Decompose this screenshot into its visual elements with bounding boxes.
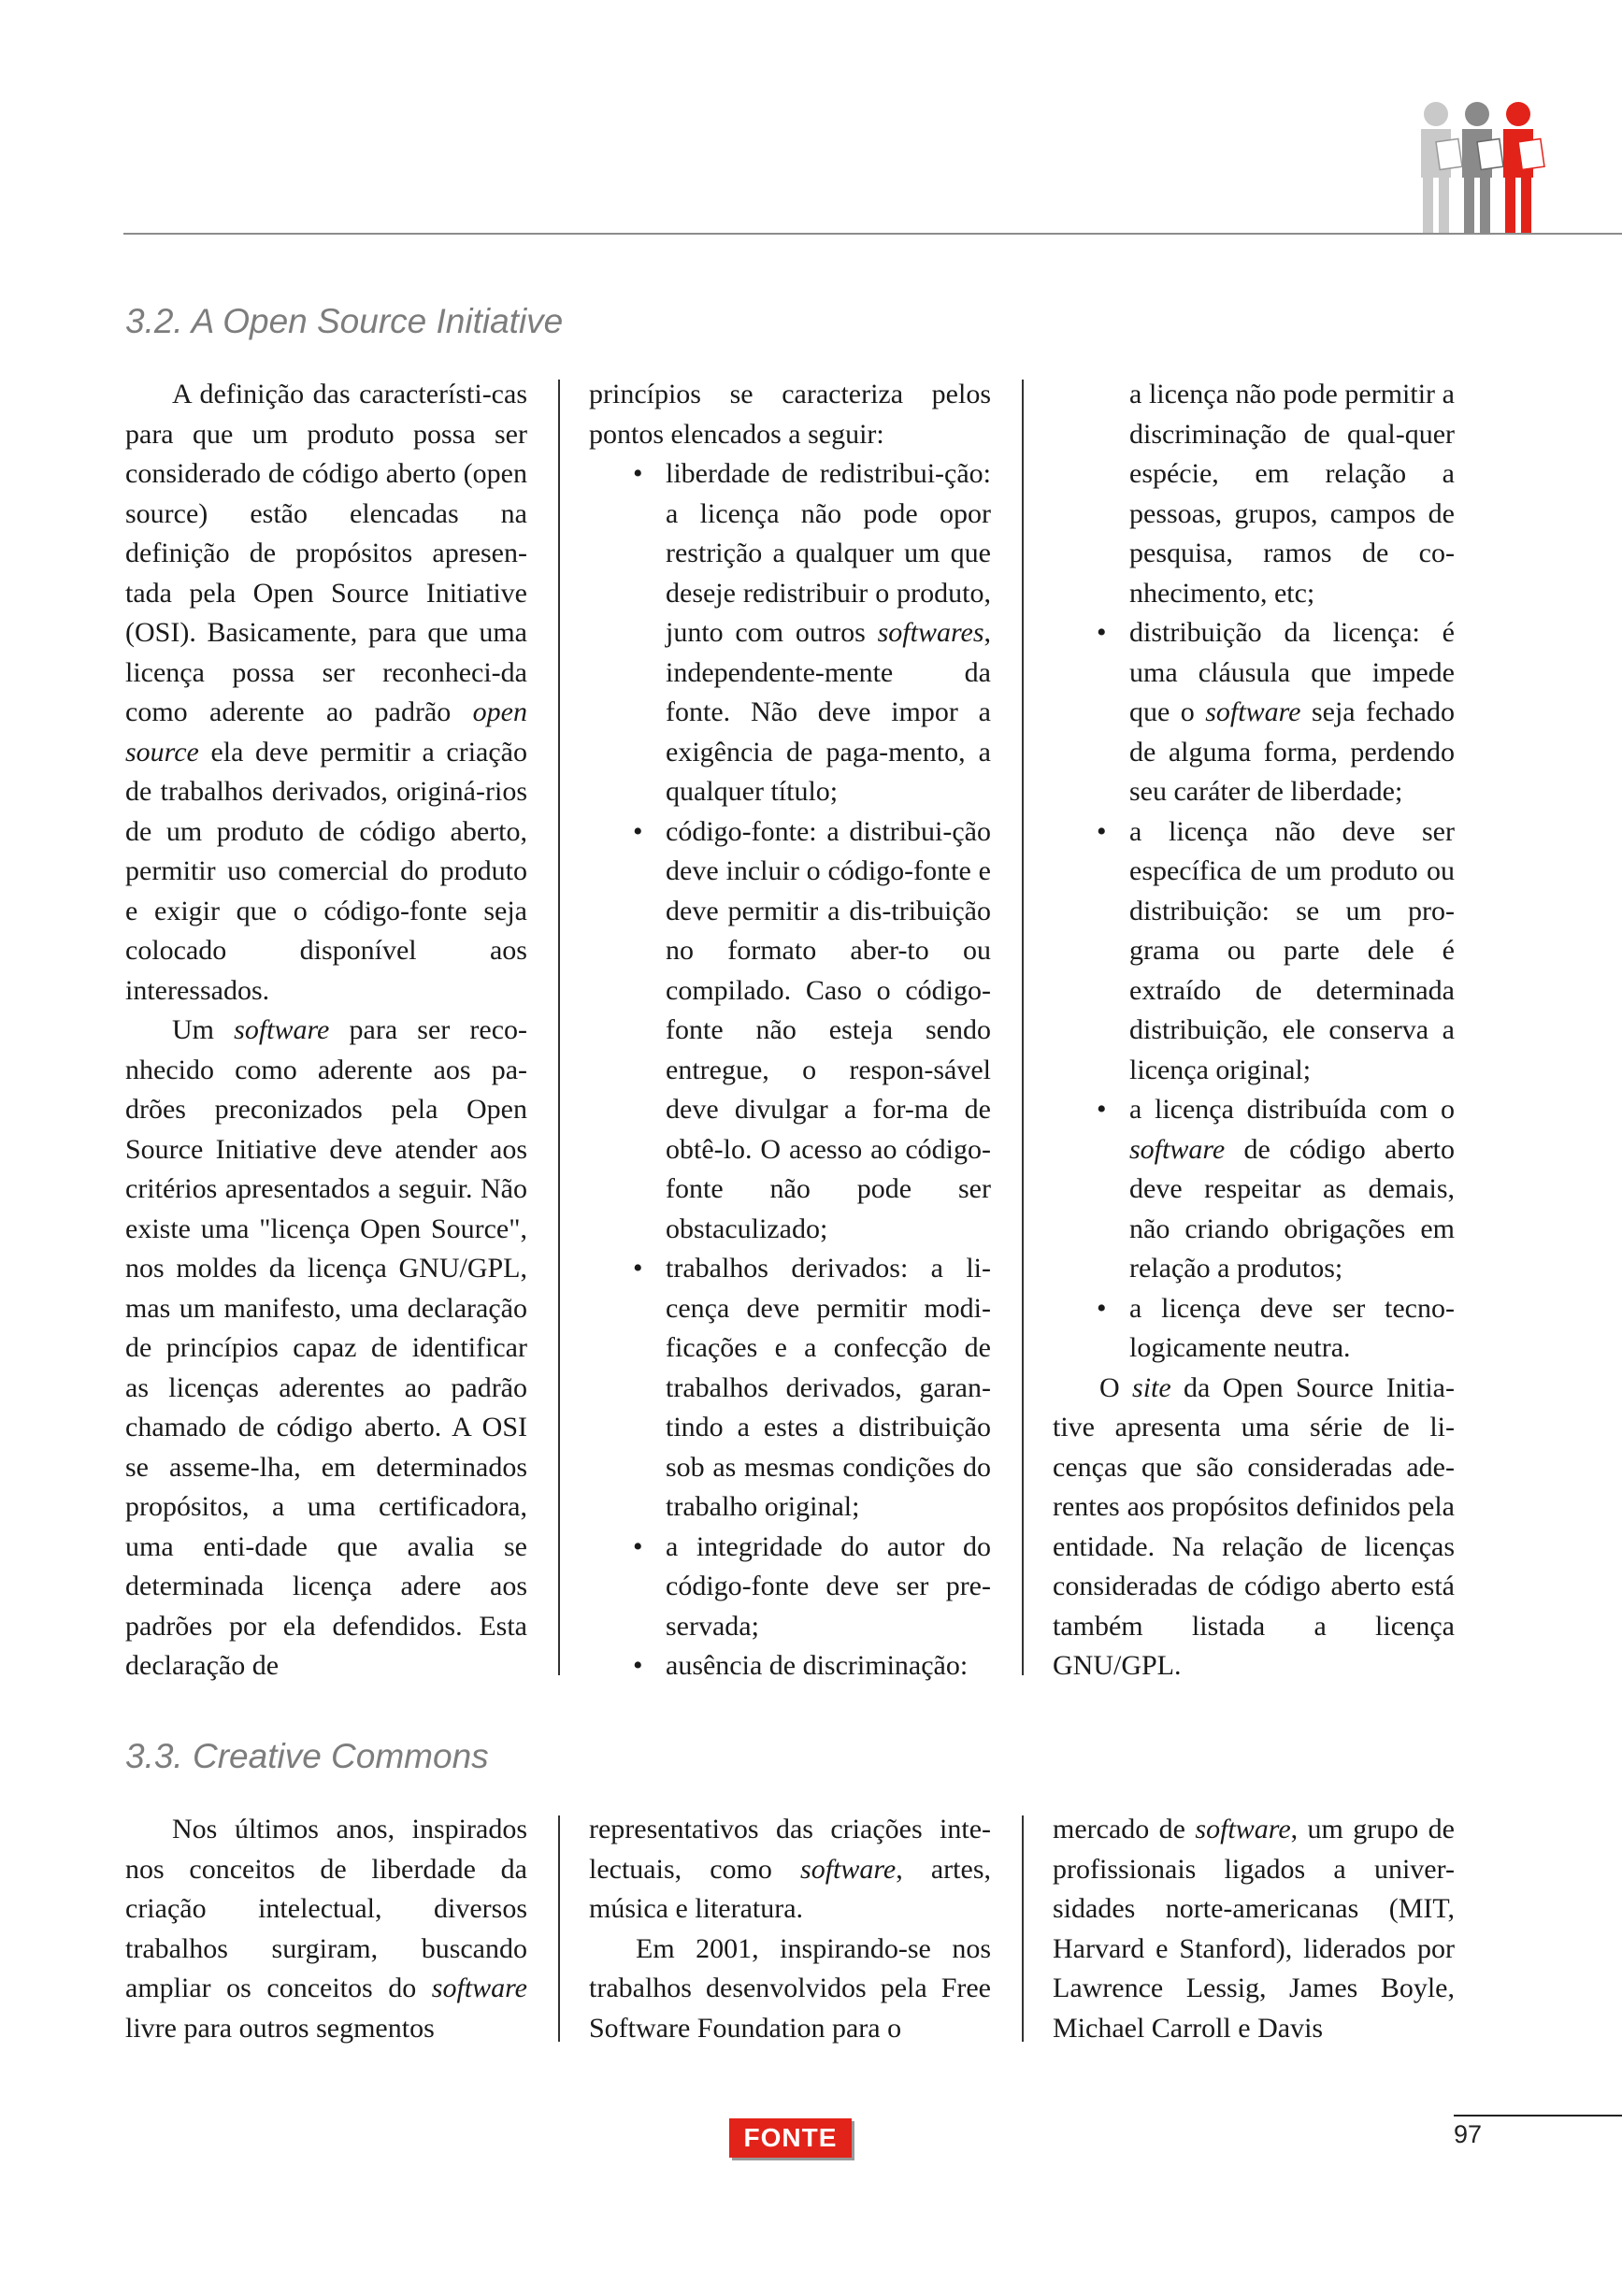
osi-list-intro: princípios se caracteriza pelos pontos elencados a seguir:	[589, 379, 991, 450]
list-item-continuation: a licença não pode permitir a discriminação de qual-quer espécie, em relação a pessoas, grupos, campos de pesquisa, ramos de co-nhecimento, etc;	[1129, 379, 1455, 609]
cc-column-2	[589, 1810, 991, 2048]
cc-paragraph-1	[125, 1810, 527, 2048]
column-divider	[558, 1815, 560, 2042]
text-run: , artes, música e literatura.	[589, 1853, 991, 1924]
text-run: Nos últimos anos, inspirados nos conceitos de liberdade da criação intelectual, diversos trabalhos surgiram, buscando ampliar os conceitos do	[125, 1814, 527, 2003]
list-item	[1053, 1090, 1455, 1289]
osi-column-2	[589, 375, 991, 1686]
italic-term: software	[234, 1014, 330, 1045]
italic-term: software	[1195, 1814, 1291, 1844]
text-run: representativos das criações inte-lectuais, como	[589, 1814, 991, 1885]
list-item	[589, 454, 991, 812]
osi-column-3	[1053, 375, 1455, 1686]
italic-term: open source	[125, 696, 527, 768]
page-number: 97	[1454, 2120, 1483, 2148]
cc-paragraph-2: Em 2001, inspirando-se nos trabalhos desenvolvidos pela Free Software Foundation para o	[589, 1932, 991, 2044]
text-run: , independente-mente da fonte. Não deve impor a exigência de paga-mento, a qualquer título;	[666, 617, 991, 807]
text-run: distribuição da licença: é uma cláusula que impede que o	[1129, 617, 1455, 727]
italic-term: softwares	[877, 617, 984, 648]
list-item: • a integridade do autor do código-fonte deve ser pre-servada;	[589, 1528, 991, 1647]
text-run: ela deve permitir a criação de trabalhos derivados, originá-rios de um produto de código aberto, permitir uso comercial do produto e exigir que o código-fonte seja colocado disponível aos interessados.	[125, 736, 527, 1006]
osi-criteria-list	[589, 454, 991, 1686]
osi-paragraph-2	[125, 1011, 527, 1686]
list-item: • a licença deve ser tecno-logicamente neutra.	[1053, 1289, 1455, 1369]
cc-column-1	[125, 1810, 527, 2048]
text-run: a licença distribuída com o	[1129, 1094, 1455, 1125]
osi-column-1	[125, 375, 527, 1686]
text-run: mercado de	[1053, 1814, 1196, 1844]
italic-term: site	[1132, 1371, 1171, 1403]
text-run: , um grupo de profissionais ligados a univer-sidades norte-americanas (MIT, Harvard e Stanford), liderados por Lawrence Lessig, James Boyle, Michael Carroll e Davis	[1053, 1814, 1455, 2044]
cc-paragraph-1-continued	[589, 1810, 991, 1930]
section-title-osi: 3.2. A Open Source Initiative	[125, 302, 564, 340]
text-run: para ser reco-nhecido como aderente aos pa-drões preconizados pela Open Source Initiative deve atender aos critérios apresentados a seguir. Não existe uma "licença Open Source", nos moldes da licença GNU/GPL, mas um manifesto, uma declaração de princípios capaz de identificar as licenças aderentes ao padrão chamado de código aberto. A OSI se asseme-lha, em determinados propósitos, a uma certificadora, uma enti-dade que avalia se determinada licença adere aos padrões por ela defendidos. Esta declaração de	[125, 1014, 527, 1681]
italic-term: software	[800, 1853, 897, 1885]
text-run: da Open Source Initia-tive apresenta uma série de li-cenças que são consideradas ade-rentes aos propósitos definidos pela entidade. Na relação de licenças consideradas de código aberto está também listada a licença GNU/GPL.	[1053, 1371, 1455, 1681]
list-item: • trabalhos derivados: a li-cença deve permitir modi-ficações e a confecção de trabalhos derivados, garan-tindo a estes a distribuição sob as mesmas condições do trabalho original;	[589, 1249, 991, 1528]
list-item: • a licença não deve ser específica de um produto ou distribuição: se um pro-grama ou parte dele é extraído de determinada distribuição, ele conserva a licença original;	[1053, 812, 1455, 1091]
text-run: liberdade de redistribui-ção: a licença não pode opor restrição a qualquer um que deseje redistribuir o produto, junto com outros	[666, 458, 991, 648]
section-title-creative-commons: 3.3. Creative Commons	[125, 1737, 489, 1775]
people-logo-icon	[1410, 97, 1550, 234]
text-run: de código aberto deve respeitar as demais, não criando obrigações em relação a produtos;	[1129, 1133, 1455, 1284]
text-run: O	[1099, 1371, 1133, 1403]
column-divider	[558, 380, 560, 1675]
osi-criteria-list-continued	[1053, 613, 1455, 1369]
italic-term: software	[431, 1973, 527, 2003]
fonte-logo: FONTE	[729, 2118, 852, 2158]
text-run: seja fechado de alguma forma, perdendo seu caráter de liberdade;	[1129, 696, 1455, 807]
text-run: A definição das característi-cas para que um produto possa ser considerado de código aberto (open source) estão elencadas na definição de propósitos apresen-tada pela Open Source Initiative (OSI). Basicamente, para que uma licença possa ser reconheci-da como aderente ao padrão	[125, 379, 527, 727]
osi-paragraph-1	[125, 375, 527, 1011]
cc-column-3	[1053, 1810, 1455, 2048]
header-rule	[123, 233, 1622, 235]
italic-term: software	[1129, 1133, 1226, 1165]
text-run: livre para outros segmentos	[125, 2012, 435, 2044]
italic-term: software	[1205, 696, 1301, 727]
cc-paragraph-2-continued	[1053, 1810, 1455, 2048]
footer-rule	[1454, 2115, 1622, 2117]
list-item: • código-fonte: a distribui-ção deve incluir o código-fonte e deve permitir a dis-tribuição no formato aber-to ou compilado. Caso o código-fonte não esteja sendo entregue, o respon-sável deve divulgar a for-ma de obtê-lo. O acesso ao código-fonte não pode ser obstaculizado;	[589, 812, 991, 1250]
column-divider	[1022, 380, 1024, 1675]
column-divider	[1022, 1815, 1024, 2042]
list-item: • ausência de discriminação:	[589, 1646, 991, 1686]
text-run: Um	[172, 1014, 235, 1045]
osi-paragraph-3	[1053, 1369, 1455, 1686]
list-item	[1053, 613, 1455, 812]
